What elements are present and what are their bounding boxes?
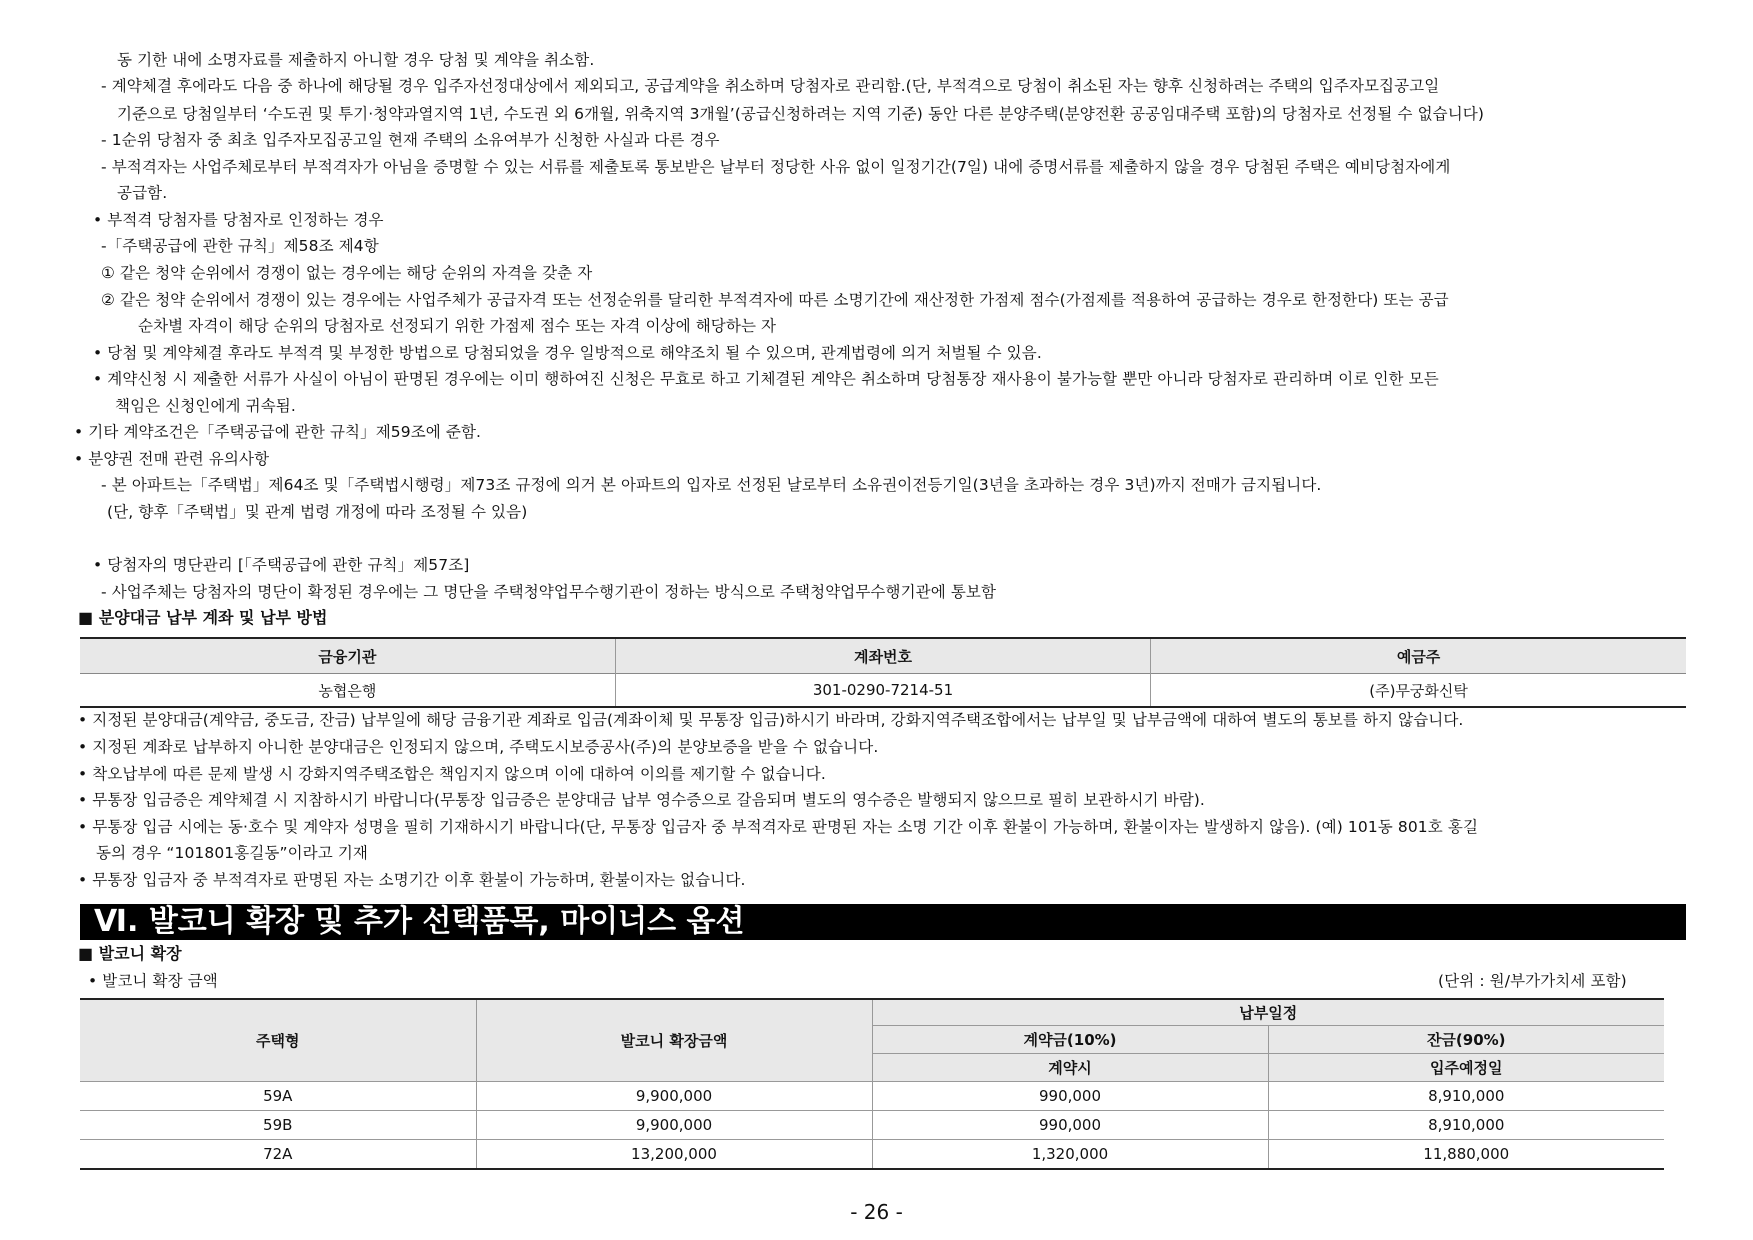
payment-note: • 지정된 분양대금(계약금, 중도금, 잔금) 납부일에 해당 금융기관 계좌로 입금(계좌이체 및 무통장 입금)하시기 바라며, 강화지역주택조합에서는 납부일 및 납부금액에 대하여 별도의 통보를 하지 않습니다. xyxy=(78,711,1464,729)
text-line: (단, 향후「주택법」및 관계 법령 개정에 따라 조정될 수 있음) xyxy=(107,503,528,521)
cell-type: 59A xyxy=(80,1081,476,1110)
col-header: 예금주 xyxy=(1151,638,1686,674)
payment-heading: ■ 분양대금 납부 계좌 및 납부 방법 xyxy=(78,608,328,627)
col-header-amount: 발코니 확장금액 xyxy=(476,999,872,1081)
payment-note: 동의 경우 “101801홍길동”이라고 기재 xyxy=(96,844,368,862)
payment-note: • 무통장 입금자 중 부적격자로 판명된 자는 소명기간 이후 환불이 가능하며, 환불이자는 없습니다. xyxy=(78,871,746,889)
text-line: - 부적격자는 사업주체로부터 부적격자가 아님을 증명할 수 있는 서류를 제출토록 통보받은 날부터 정당한 사유 없이 일정기간(7일) 내에 증명서류를 제출하지 않을 경우 당첨된 주택은 예비당첨자에게 xyxy=(101,158,1451,176)
table-row xyxy=(80,1139,1664,1169)
text-line: • 부적격 당첨자를 당첨자로 인정하는 경우 xyxy=(93,211,384,229)
payment-note: • 무통장 입금 시에는 동·호수 및 계약자 성명을 필히 기재하시기 바랍니다(단, 무통장 입금자 중 부적격자로 판명된 자는 소명 기간 이후 환불이 가능하며, 환불이자는 발생하지 않음). (예) 101동 801호 홍길 xyxy=(78,818,1479,836)
col-header-type: 주택형 xyxy=(80,999,476,1081)
payment-note: • 착오납부에 따른 문제 발생 시 강화지역주택조합은 책임지지 않으며 이에 대하여 이의를 제기할 수 없습니다. xyxy=(78,765,826,783)
balcony-heading: ■ 발코니 확장 xyxy=(78,944,182,963)
col-header-schedule: 납부일정 xyxy=(872,999,1664,1025)
cell-amount: 9,900,000 xyxy=(476,1081,872,1110)
text-line: 순차별 자격이 해당 순위의 당첨자로 선정되기 위한 가점제 점수 또는 자격 이상에 해당하는 자 xyxy=(138,317,777,335)
text-line: 동 기한 내에 소명자료를 제출하지 아니할 경우 당첨 및 계약을 취소함. xyxy=(117,51,595,69)
text-line: • 당첨 및 계약체결 후라도 부적격 및 부정한 방법으로 당첨되었을 경우 일방적으로 해약조치 될 수 있으며, 관계법령에 의거 처벌될 수 있음. xyxy=(93,344,1042,362)
col-header: 금융기관 xyxy=(80,638,615,674)
text-line: - 사업주체는 당첨자의 명단이 확정된 경우에는 그 명단을 주택청약업무수행기관이 정하는 방식으로 주택청약업무수행기관에 통보함 xyxy=(101,583,997,601)
cell-deposit: 990,000 xyxy=(872,1110,1268,1139)
balcony-table xyxy=(80,998,1664,1170)
page-number: - 26 - xyxy=(850,1200,903,1224)
text-line: ② 같은 청약 순위에서 경쟁이 있는 경우에는 사업주체가 공급자격 또는 선정순위를 달리한 부적격자에 따른 소명기간에 재산정한 가점제 점수(가점제를 적용하여 공급하는 경우로 한정한다) 또는 공급 xyxy=(101,291,1449,309)
payment-note: • 무통장 입금증은 계약체결 시 지참하시기 바랍니다(무통장 입금증은 분양대금 납부 영수증으로 갈음되며 별도의 영수증은 발행되지 않으므로 필히 보관하시기 바람). xyxy=(78,791,1205,809)
text-line: - 계약체결 후에라도 다음 중 하나에 해당될 경우 입주자선정대상에서 제외되고, 공급계약을 취소하며 당첨자로 관리함.(단, 부적격으로 당첨이 취소된 자는 향후 신청하려는 주택의 입주자모집공고일 xyxy=(101,77,1440,95)
bank-name: 농협은행 xyxy=(80,674,615,708)
col-header-balance: 잔금(90%) xyxy=(1268,1025,1664,1053)
text-line: ① 같은 청약 순위에서 경쟁이 없는 경우에는 해당 순위의 자격을 갖춘 자 xyxy=(101,264,593,282)
text-line: • 당첨자의 명단관리 [「주택공급에 관한 규칙」제57조] xyxy=(93,556,470,574)
text-line: 책임은 신청인에게 귀속됨. xyxy=(115,397,296,415)
text-line: • 계약신청 시 제출한 서류가 사실이 아님이 판명된 경우에는 이미 행하여진 신청은 무효로 하고 기체결된 계약은 취소하며 당첨통장 재사용이 불가능할 뿐만 아니라 당첨자로 관리하며 이로 인한 모든 xyxy=(93,370,1439,388)
col-header-balance-when: 입주예정일 xyxy=(1268,1053,1664,1081)
account-number: 301-0290-7214-51 xyxy=(615,674,1150,708)
cell-deposit: 1,320,000 xyxy=(872,1139,1268,1169)
col-header: 계좌번호 xyxy=(615,638,1150,674)
text-line: 공급함. xyxy=(117,184,168,202)
table-row xyxy=(80,1081,1664,1110)
text-line: • 기타 계약조건은「주택공급에 관한 규칙」제59조에 준함. xyxy=(74,423,482,441)
table-row xyxy=(80,674,1686,708)
text-line: • 분양권 전매 관련 유의사항 xyxy=(74,450,270,468)
col-header-deposit-when: 계약시 xyxy=(872,1053,1268,1081)
unit-note: (단위 : 원/부가가치세 포함) xyxy=(1438,972,1627,990)
payment-note: • 지정된 계좌로 납부하지 아니한 분양대금은 인정되지 않으며, 주택도시보증공사(주)의 분양보증을 받을 수 없습니다. xyxy=(78,738,879,756)
table-row xyxy=(80,1110,1664,1139)
cell-balance: 11,880,000 xyxy=(1268,1139,1664,1169)
col-header-deposit: 계약금(10%) xyxy=(872,1025,1268,1053)
cell-type: 59B xyxy=(80,1110,476,1139)
text-line: -「주택공급에 관한 규칙」제58조 제4항 xyxy=(101,237,379,255)
text-line: - 본 아파트는「주택법」제64조 및「주택법시행령」제73조 규정에 의거 본 아파트의 입자로 선정된 날로부터 소유권이전등기일(3년을 초과하는 경우 3년)까지 전매가 금지됩니다. xyxy=(101,476,1322,494)
text-line: - 1순위 당첨자 중 최초 입주자모집공고일 현재 주택의 소유여부가 신청한 사실과 다른 경우 xyxy=(101,131,720,149)
cell-balance: 8,910,000 xyxy=(1268,1081,1664,1110)
cell-type: 72A xyxy=(80,1139,476,1169)
account-table xyxy=(80,637,1686,708)
text-line: 기준으로 당첨일부터 ‘수도권 및 투기·청약과열지역 1년, 수도권 외 6개월, 위축지역 3개월’(공급신청하려는 지역 기준) 동안 다른 분양주택(분양전환 공공임대주택 포함)의 당첨자로 선정될 수 없습니다) xyxy=(117,105,1485,123)
cell-deposit: 990,000 xyxy=(872,1081,1268,1110)
cell-amount: 9,900,000 xyxy=(476,1110,872,1139)
cell-balance: 8,910,000 xyxy=(1268,1110,1664,1139)
section-title: Ⅵ. 발코니 확장 및 추가 선택품목, 마이너스 옵션 xyxy=(80,904,1686,940)
cell-amount: 13,200,000 xyxy=(476,1139,872,1169)
balcony-subheading: • 발코니 확장 금액 xyxy=(88,972,218,990)
account-holder: (주)무궁화신탁 xyxy=(1369,681,1468,700)
